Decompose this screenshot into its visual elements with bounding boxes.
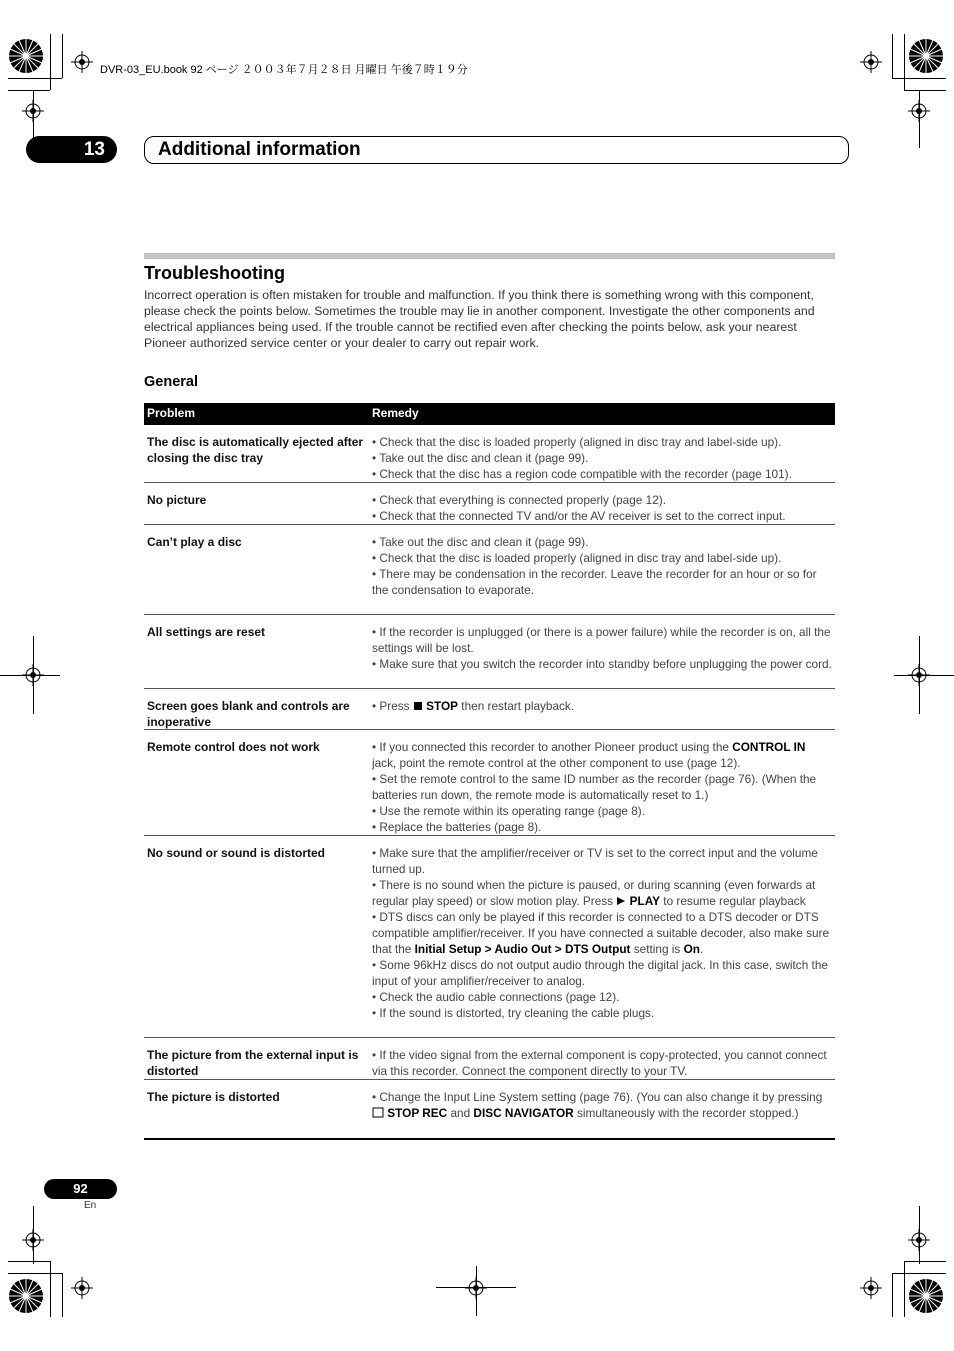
remedy-item: • Some 96kHz discs do not output audio through the digital jack. In this case, switch the input of your amplifier/receiver to analog.	[372, 958, 828, 988]
troubleshooting-table	[144, 403, 835, 1140]
table-row	[144, 425, 835, 483]
registration-mark-icon	[71, 51, 93, 73]
table-row	[144, 689, 835, 730]
play-triangle-icon	[616, 896, 626, 906]
remedy-item: • Check that the disc has a region code compatible with the recorder (page 101).	[372, 467, 792, 481]
registration-mark-icon	[908, 1229, 930, 1251]
remedy-item: • If the video signal from the external component is copy-protected, you cannot connect via this recorder. Connect the component directly to your TV.	[372, 1048, 827, 1078]
registration-mark-icon	[22, 1229, 44, 1251]
record-square-icon	[372, 1107, 384, 1118]
registration-mark-icon	[22, 664, 44, 686]
problem-cell: All settings are reset	[147, 625, 266, 639]
subsection-title: General	[144, 374, 198, 390]
table-row	[144, 525, 835, 615]
registration-mark-icon	[465, 1277, 487, 1299]
table-row	[144, 1038, 835, 1080]
problem-cell: Screen goes blank and controls are inoperative	[147, 699, 350, 729]
section-intro: Incorrect operation is often mistaken for trouble and malfunction. If you think there is something wrong with this component, please check the points below. Sometimes the trouble may lie in another component. Investigate the other components and electrical appliances being used. If the trouble cannot be rectified even after checking the points below, ask your nearest Pioneer authorized service center or your dealer to carry out repair work.	[144, 288, 815, 350]
registration-mark-icon	[71, 1277, 93, 1299]
remedy-item: • Make sure that the amplifier/receiver or TV is set to the correct input and the volume turned up.	[372, 846, 818, 876]
remedy-cell	[372, 739, 832, 835]
sunburst-target-icon	[908, 38, 944, 74]
stop-square-icon	[413, 701, 423, 711]
remedy-item: • If the sound is distorted, try cleaning the cable plugs.	[372, 1006, 655, 1020]
problem-cell: Remote control does not work	[147, 740, 320, 754]
column-header-remedy: Remedy	[372, 406, 419, 420]
remedy-cell	[372, 434, 832, 482]
remedy-cell	[372, 534, 832, 598]
section-title: Troubleshooting	[144, 263, 285, 283]
problem-cell: The disc is automatically ejected after closing the disc tray	[147, 435, 364, 465]
problem-cell: The picture is distorted	[147, 1090, 280, 1104]
remedy-item: • Check that the disc is loaded properly (aligned in disc tray and label-side up).	[372, 435, 782, 449]
remedy-cell	[372, 698, 832, 714]
registration-mark-icon	[22, 100, 44, 122]
table-row	[144, 730, 835, 836]
problem-cell: No picture	[147, 493, 207, 507]
table-row	[144, 1080, 835, 1140]
remedy-cell	[372, 492, 832, 524]
remedy-cell	[372, 624, 832, 672]
remedy-item: • If the recorder is unplugged (or there is a power failure) while the recorder is on, all the settings will be lost.	[372, 625, 831, 655]
remedy-item: • Check that everything is connected properly (page 12).	[372, 493, 666, 507]
page-number-badge: 92	[44, 1179, 117, 1199]
registration-mark-icon	[860, 1277, 882, 1299]
registration-mark-icon	[908, 100, 930, 122]
section-divider-bar	[144, 253, 835, 259]
problem-cell: The picture from the external input is distorted	[147, 1048, 359, 1078]
sunburst-target-icon	[8, 1278, 44, 1314]
print-file-tag: DVR-03_EU.book 92 ページ ２００３年７月２８日 月曜日 午後７時１９分	[100, 64, 468, 76]
sunburst-target-icon	[8, 38, 44, 74]
remedy-item: • Use the remote within its operating range (page 8).	[372, 804, 645, 818]
remedy-item: • Set the remote control to the same ID number as the recorder (page 76). (When the batteries run down, the remote mode is automatically reset to 1.)	[372, 772, 817, 802]
remedy-item: • Check that the connected TV and/or the AV receiver is set to the correct input.	[372, 509, 786, 523]
chapter-number-badge: 13	[26, 136, 117, 163]
remedy-item: • Take out the disc and clean it (page 99).	[372, 451, 589, 465]
language-code: En	[84, 1200, 97, 1211]
remedy-item: • Take out the disc and clean it (page 99).	[372, 535, 589, 549]
remedy-item: • There may be condensation in the recorder. Leave the recorder for an hour or so for the condensation to evaporate.	[372, 567, 817, 597]
remedy-cell	[372, 1047, 832, 1079]
table-row	[144, 483, 835, 525]
remedy-item: • Make sure that you switch the recorder into standby before unplugging the power cord.	[372, 657, 832, 671]
sunburst-target-icon	[908, 1278, 944, 1314]
remedy-item: • There is no sound when the picture is paused, or during scanning (even forwards at regular play speed) or slow motion play. Press PLAY to resume regular playback	[372, 878, 816, 908]
remedy-item: • Press STOP then restart playback.	[372, 699, 575, 713]
chapter-title: Additional information	[144, 136, 849, 164]
remedy-cell	[372, 1089, 832, 1121]
problem-cell: No sound or sound is distorted	[147, 846, 325, 860]
registration-mark-icon	[908, 664, 930, 686]
remedy-item: • Change the Input Line System setting (page 76). (You can also change it by pressing STOP REC and DISC NAVIGATOR simultaneously with the recorder stopped.)	[372, 1090, 823, 1120]
problem-cell: Can’t play a disc	[147, 535, 242, 549]
remedy-item: • Check the audio cable connections (page 12).	[372, 990, 620, 1004]
registration-mark-icon	[860, 51, 882, 73]
remedy-cell	[372, 845, 832, 1021]
column-header-problem: Problem	[147, 406, 196, 420]
remedy-item: • DTS discs can only be played if this recorder is connected to a DTS decoder or DTS compatible amplifier/receiver. If you have connected a suitable decoder, also make sure that the Initial Setup > Audio Out > DTS Output setting is On.	[372, 910, 830, 956]
table-row	[144, 836, 835, 1038]
remedy-item: • If you connected this recorder to another Pioneer product using the CONTROL IN jack, point the remote control at the other component to use (page 12).	[372, 740, 806, 770]
table-header	[144, 403, 835, 425]
table-row	[144, 615, 835, 689]
remedy-item: • Replace the batteries (page 8).	[372, 820, 542, 834]
remedy-item: • Check that the disc is loaded properly (aligned in disc tray and label-side up).	[372, 551, 782, 565]
